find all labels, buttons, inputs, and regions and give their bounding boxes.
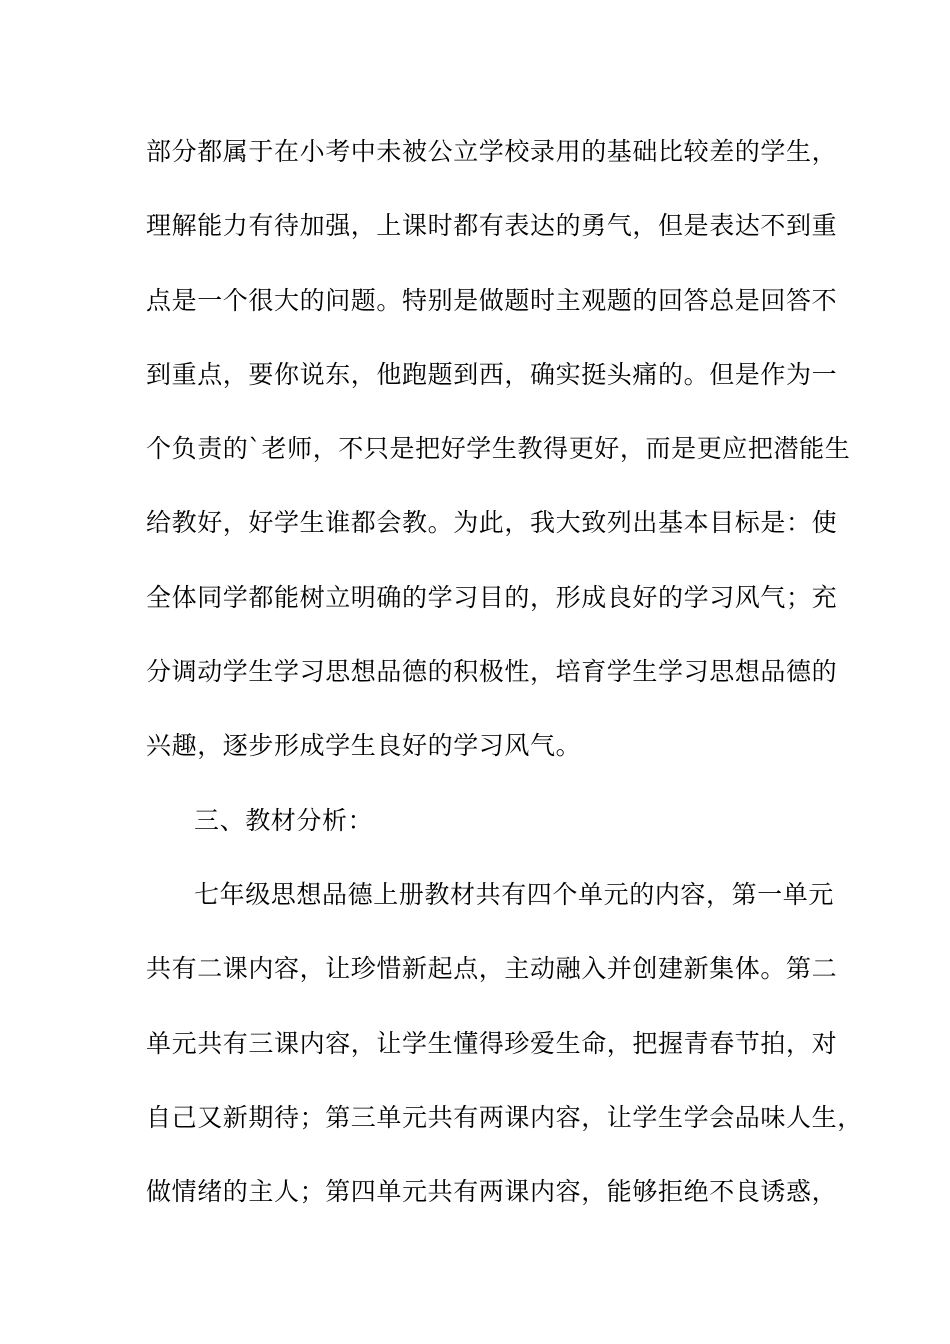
text-line: 兴趣，逐步形成学生良好的学习风气。	[146, 731, 582, 761]
text-line: 全体同学都能树立明确的学习目的，形成良好的学习风气；充	[146, 582, 838, 612]
text-line: 个负责的`老师，不只是把好学生教得更好，而是更应把潜能生	[146, 434, 851, 464]
text-line: 部分都属于在小考中未被公立学校录用的基础比较差的学生，	[146, 137, 838, 166]
text-line: 到重点，要你说东，他跑题到西，确实挺头痛的。但是作为一	[146, 359, 838, 389]
text-line: 做情绪的主人；第四单元共有两课内容，能够拒绝不良诱惑，	[146, 1177, 838, 1207]
body-text	[146, 124, 863, 1238]
text-line: 给教好，好学生谁都会教。为此，我大致列出基本目标是：使	[146, 508, 838, 538]
text-line: 七年级思想品德上册教材共有四个单元的内容，第一单元	[194, 879, 835, 909]
text-line: 共有二课内容，让珍惜新起点，主动融入并创建新集体。第二	[146, 954, 838, 984]
text-line: 自己又新期待；第三单元共有两课内容，让学生学会品味人生，	[146, 1102, 863, 1132]
text-line: 理解能力有待加强，上课时都有表达的勇气，但是表达不到重	[146, 211, 838, 241]
text-line: 分调动学生学习思想品德的积极性，培育学生学习思想品德的	[146, 657, 838, 687]
section-heading: 三、教材分析：	[194, 805, 374, 835]
text-line: 单元共有三课内容，让学生懂得珍爱生命，把握青春节拍，对	[146, 1028, 838, 1058]
text-line: 点是一个很大的问题。特别是做题时主观题的回答总是回答不	[146, 285, 838, 315]
